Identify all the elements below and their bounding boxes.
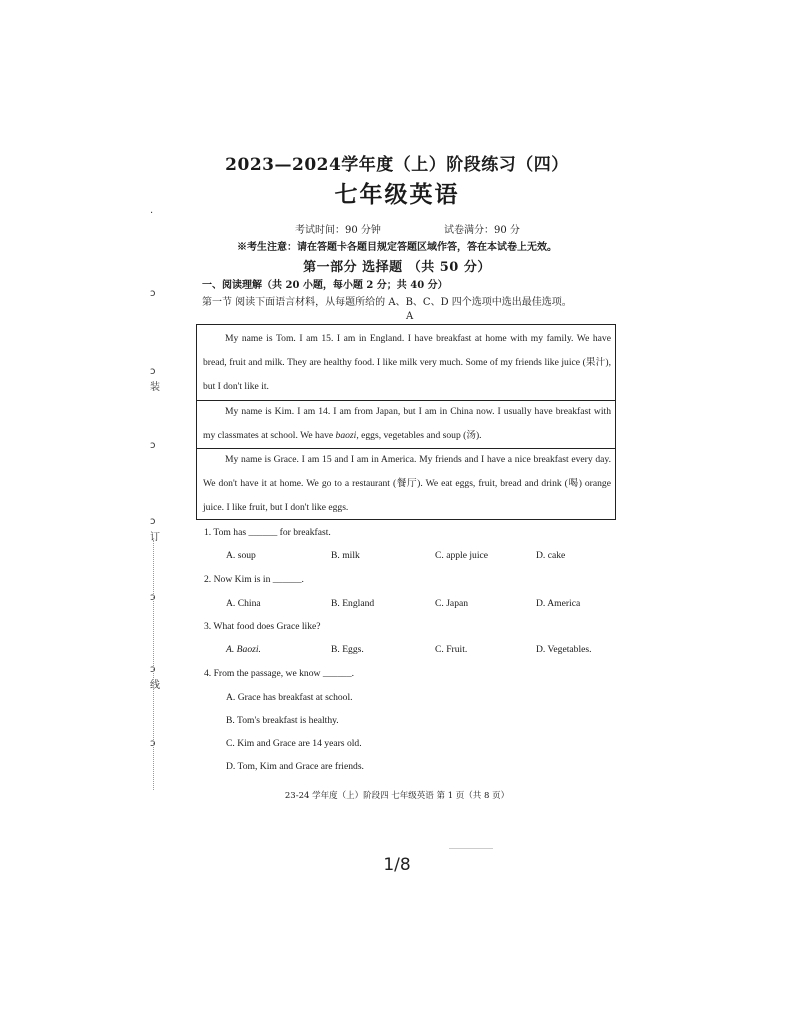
question-2-option-b: B. England [331,598,375,609]
margin-binding-label: 装 [150,382,160,393]
exam-notice: ※考生注意：请在答题卡各题目规定答题区域作答，答在本试卷上无效。 [237,242,557,253]
question-4-option-b: B. Tom's breakfast is healthy. [226,715,339,726]
margin-binding-label: 线 [150,680,160,691]
passage-box [196,324,616,520]
question-1-option-c: C. apple juice [435,550,489,561]
passage-text: My name is Kim. I am 14. I am from Japan, but I am in China now. I usually have breakfast with my classmates at school. We have baozi, eggs, vegetables and soup (汤). [203,406,611,441]
question-4-stem: 4. From the passage, we know ______. [204,668,355,679]
margin-circle: ↄ [150,440,156,451]
exam-time: 考试时间：90 分钟 [295,225,381,236]
full-score: 试卷满分：90 分 [444,225,520,236]
question-3-option-a: A. Baozi. [226,644,261,655]
page-indicator: 1/8 [383,855,411,875]
question-2-option-a: A. China [226,598,261,609]
margin-circle: ↄ [150,664,156,675]
margin-circle: ↄ [150,516,156,527]
margin-circle: ↄ [150,592,156,603]
question-3-stem: 3. What food does Grace like? [204,621,321,632]
question-3-option-b: B. Eggs. [331,644,364,655]
question-1-option-a: A. soup [226,550,256,561]
faint-rule [449,848,493,849]
question-1-option-b: B. milk [331,550,360,561]
margin-circle: ↄ [150,288,156,299]
passage-text: My name is Tom. I am 15. I am in England. I have breakfast at home with my family. We have bread, fruit and milk. They are healthy food. I like milk very much. Some of my friends like juice (果汁), but I don't like it. [203,333,611,392]
passage-text: My name is Grace. I am 15 and I am in America. My friends and I have a nice breakfast every day. We don't have it at home. We go to a restaurant (餐厅). We eat eggs, fruit, bread and drink (喝) orange juice. I like fruit, but I don't like eggs. [203,454,611,513]
section-heading: 一、阅读理解（共 20 小题，每小题 2 分；共 40 分） [202,280,448,291]
exam-title: 2023—2024学年度（上）阶段练习（四） [225,155,569,175]
passage-kim [203,400,611,448]
question-4-option-c: C. Kim and Grace are 14 years old. [226,738,362,749]
question-1-option-d: D. cake [536,550,566,561]
passage-grace [203,448,611,520]
question-4-option-d: D. Tom, Kim and Grace are friends. [226,761,364,772]
page-footer: 23-24 学年度（上）阶段四 七年级英语 第 1 页（共 8 页） [284,791,510,801]
passage-tom [203,327,611,399]
question-2-option-c: C. Japan [435,598,469,609]
question-2-stem: 2. Now Kim is in ______. [204,574,304,585]
section-instruction: 第一节 阅读下面语言材料，从每题所给的 A、B、C、D 四个选项中选出最佳选项。 [202,297,572,308]
passage-label: A [406,311,414,322]
margin-circle: ↄ [150,738,156,749]
exam-subject: 七年级英语 [334,181,460,208]
margin-binding-label: 订 [150,532,160,543]
question-3-option-c: C. Fruit. [435,644,468,655]
binding-dotted-line [153,540,154,790]
margin-circle: ↄ [150,366,156,377]
question-1-stem: 1. Tom has ______ for breakfast. [204,527,331,538]
question-3-option-d: D. Vegetables. [536,644,592,655]
part-title: 第一部分 选择题 （共 50 分） [303,260,491,275]
question-4-option-a: A. Grace has breakfast at school. [226,692,353,703]
question-2-option-d: D. America [536,598,581,609]
margin-dot: · [150,208,154,219]
